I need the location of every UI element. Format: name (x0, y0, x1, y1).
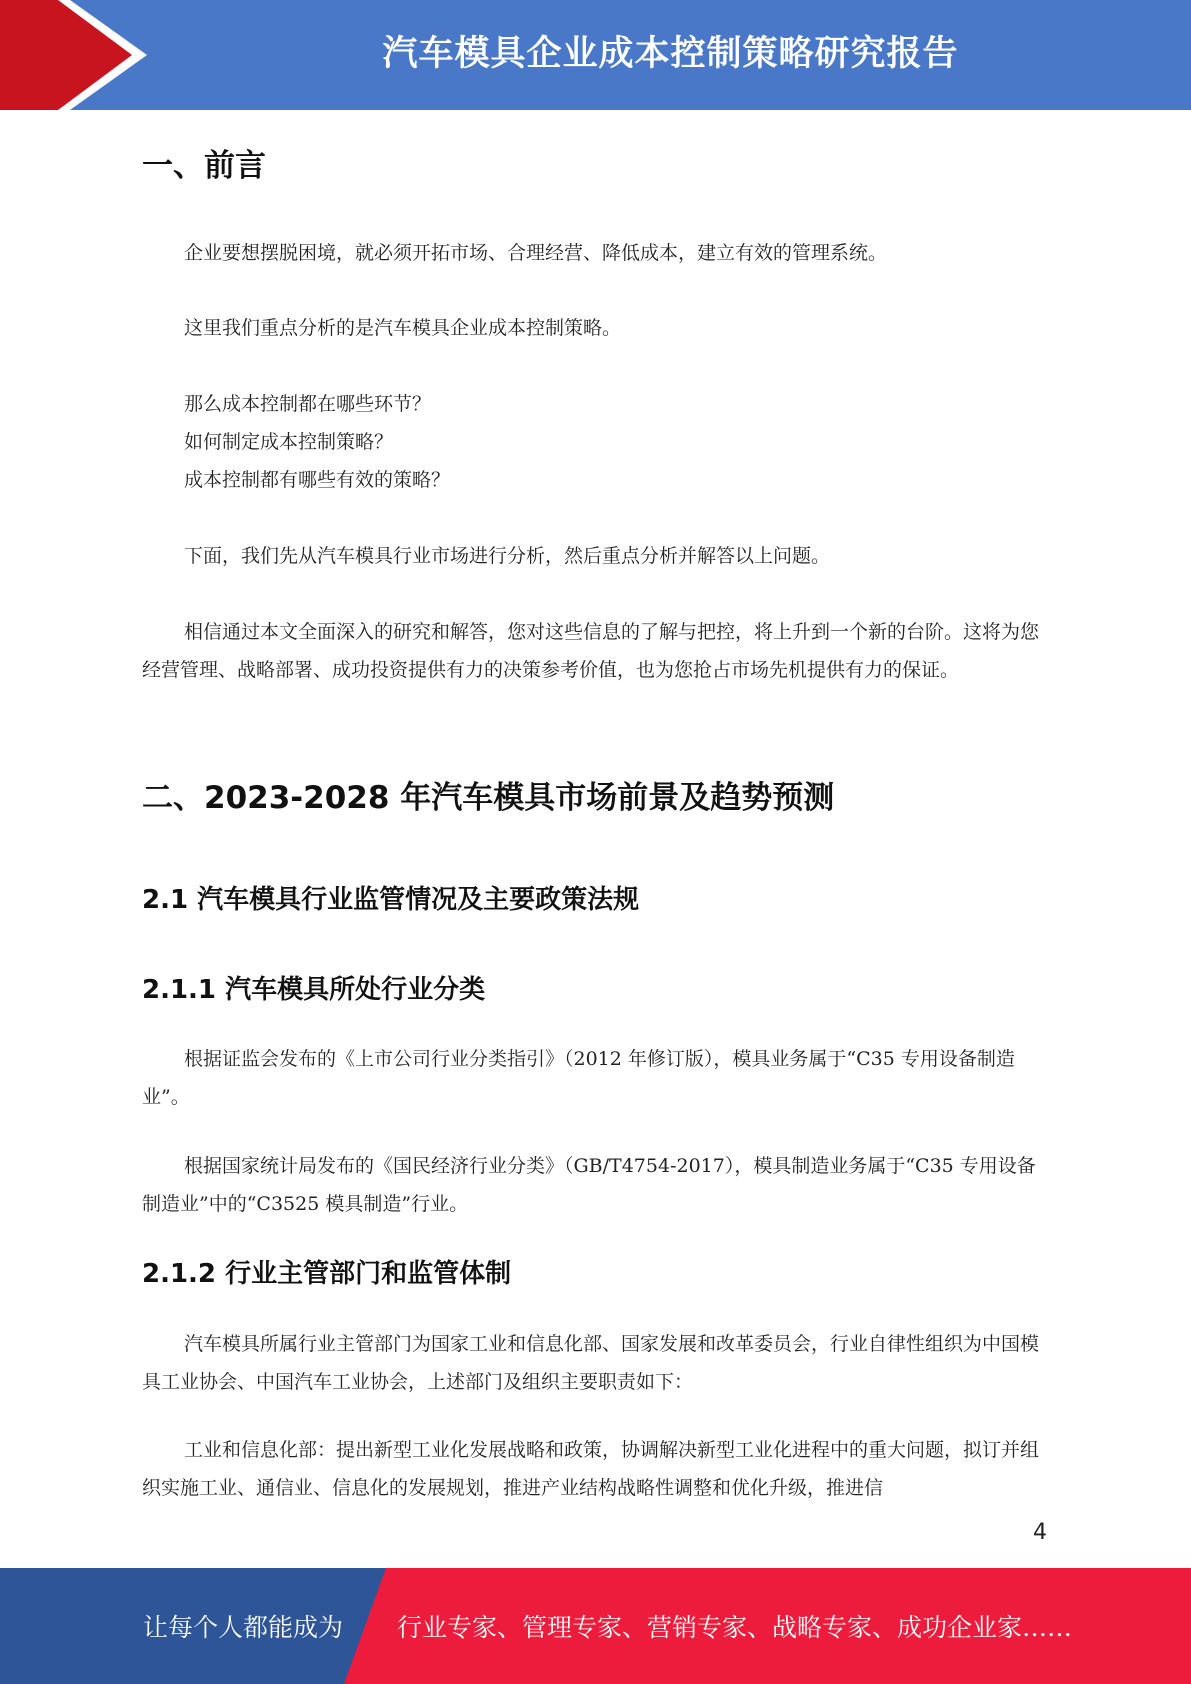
paragraph: 企业要想摆脱困境，就必须开拓市场、合理经营、降低成本，建立有效的管理系统。 (184, 242, 888, 264)
paragraph: 汽车模具所属行业主管部门为国家工业和信息化部、国家发展和改革委员会，行业自律性组织为中国模具工业协会、中国汽车工业协会，上述部门及组织主要职责如下： (142, 1333, 1040, 1393)
subsection-heading-2-1-1: 2.1.1 汽车模具所处行业分类 (142, 975, 486, 1005)
footer-slogan-left: 让每个人都能成为 (143, 1613, 344, 1642)
page-footer (0, 1568, 1191, 1684)
paragraph: 下面，我们先从汽车模具行业市场进行分析，然后重点分析并解答以上问题。 (184, 545, 831, 567)
paragraph: 工业和信息化部：提出新型工业化发展战略和政策，协调解决新型工业化进程中的重大问题，拟订并组织实施工业、通信业、信息化的发展规划，推进产业结构战略性调整和优化升级，推进信 (142, 1439, 1040, 1499)
paragraph: 根据证监会发布的《上市公司行业分类指引》（2012 年修订版），模具业务属于“C35 专用设备制造业”。 (142, 1048, 1015, 1108)
paragraph: 这里我们重点分析的是汽车模具企业成本控制策略。 (184, 317, 622, 339)
footer-slogan-right: 行业专家、管理专家、营销专家、战略专家、成功企业家…… (397, 1613, 1073, 1642)
subsection-heading-2-1-2: 2.1.2 行业主管部门和监管体制 (142, 1259, 512, 1289)
question-line: 成本控制都有哪些有效的策略？ (184, 469, 451, 491)
page-number: 4 (1033, 1520, 1047, 1545)
subsection-heading-2-1: 2.1 汽车模具行业监管情况及主要政策法规 (142, 885, 640, 915)
section-heading-forecast: 二、2023-2028 年汽车模具市场前景及趋势预测 (142, 780, 835, 816)
report-title: 汽车模具企业成本控制策略研究报告 (382, 34, 959, 74)
section-heading-preface: 一、前言 (142, 148, 266, 184)
question-line: 那么成本控制都在哪些环节？ (184, 393, 432, 415)
paragraph: 相信通过本文全面深入的研究和解答，您对这些信息的了解与把控，将上升到一个新的台阶。这将为您经营管理、战略部署、成功投资提供有力的决策参考价值，也为您抢占市场先机提供有力的保证。 (142, 621, 1040, 681)
paragraph: 根据国家统计局发布的《国民经济行业分类》（GB/T4754-2017），模具制造业务属于“C35 专用设备制造业”中的“C3525 模具制造”行业。 (142, 1155, 1036, 1215)
page-header (0, 0, 1191, 110)
question-line: 如何制定成本控制策略？ (184, 431, 394, 453)
